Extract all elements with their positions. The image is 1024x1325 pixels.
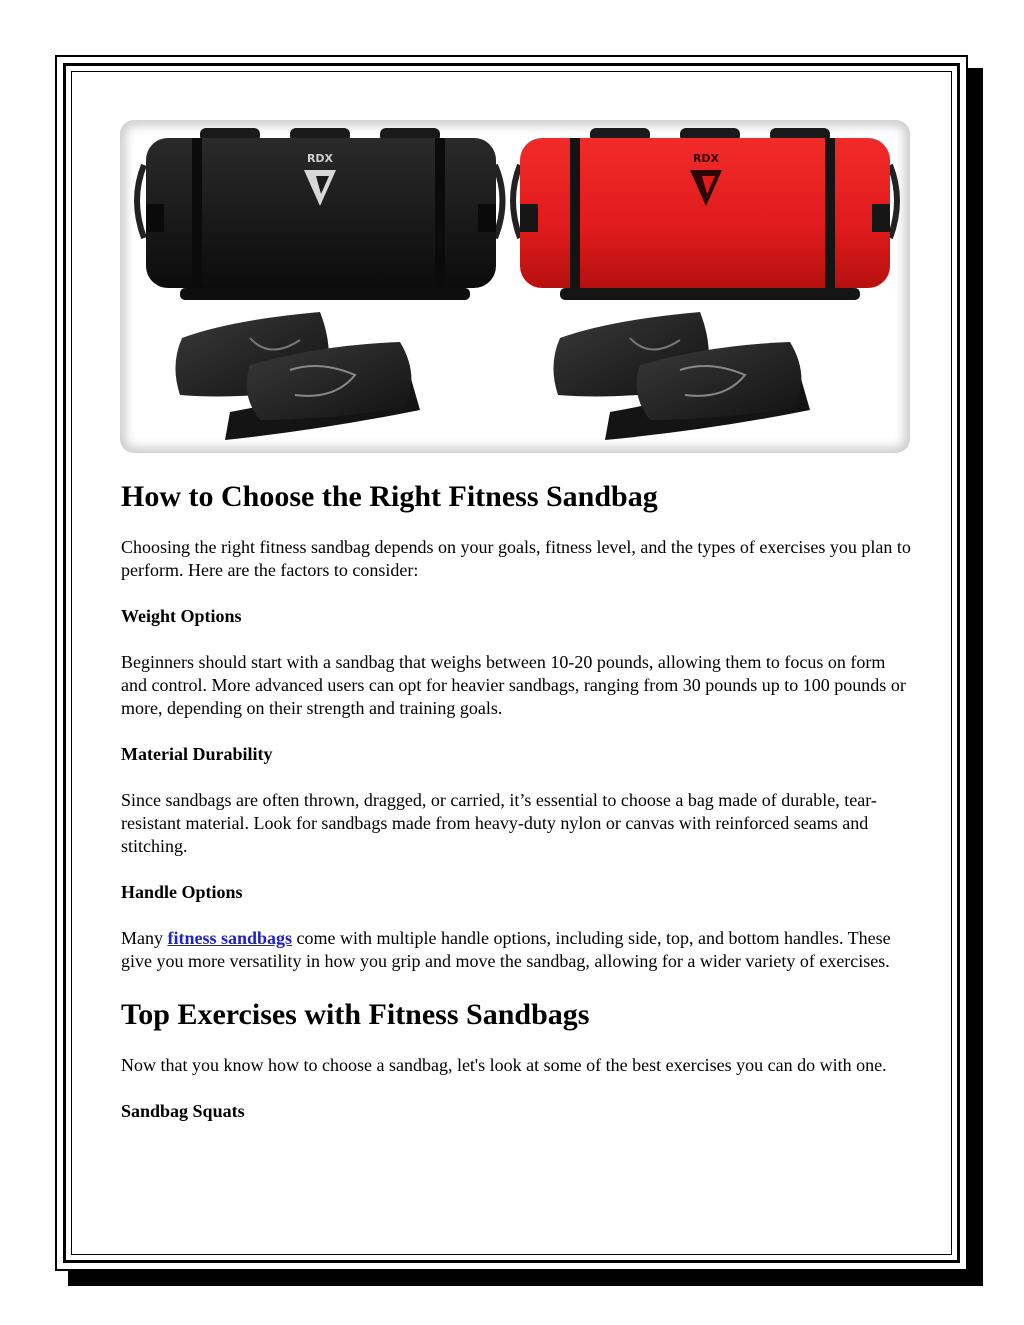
article-content bbox=[121, 470, 911, 1146]
svg-text:RDX: RDX bbox=[692, 152, 720, 165]
handle-text-suffix: come with multiple handle options, including side, top, and bottom handles. These give you more versatility in how you grip and move the sandbag, allowing for a wider variety of exercises. bbox=[121, 928, 891, 971]
subheading-sandbag-squats: Sandbag Squats bbox=[121, 1101, 245, 1121]
fitness-sandbags-link[interactable]: fitness sandbags bbox=[167, 928, 293, 948]
filler-bags-right bbox=[553, 312, 810, 440]
exercises-intro-paragraph: Now that you know how to choose a sandbag, let's look at some of the best exercises you can do with one. bbox=[121, 1055, 887, 1075]
subheading-material-durability: Material Durability bbox=[121, 744, 273, 764]
section-title-top-exercises: Top Exercises with Fitness Sandbags bbox=[121, 998, 590, 1031]
material-durability-paragraph: Since sandbags are often thrown, dragged, or carried, it’s essential to choose a bag made of durable, tear-resistant material. Look for sandbags made from heavy-duty nylon or canvas with reinforced seams and stitching. bbox=[121, 790, 877, 856]
subheading-weight-options: Weight Options bbox=[121, 606, 242, 626]
filler-bags-left bbox=[175, 312, 420, 440]
handle-text-prefix: Many bbox=[121, 928, 168, 948]
red-sandbag bbox=[513, 128, 897, 300]
handle-options-paragraph bbox=[121, 927, 911, 973]
section-title-choose-sandbag: How to Choose the Right Fitness Sandbag bbox=[121, 480, 658, 513]
intro-paragraph: Choosing the right fitness sandbag depends on your goals, fitness level, and the types of exercises you plan to perform. Here are the factors to consider: bbox=[121, 537, 911, 580]
subheading-handle-options: Handle Options bbox=[121, 882, 243, 902]
black-sandbag bbox=[137, 128, 503, 300]
weight-options-paragraph: Beginners should start with a sandbag that weighs between 10-20 pounds, allowing them to focus on form and control. More advanced users can opt for heavier sandbags, ranging from 30 pounds up to 100 pounds or more, depending on their strength and training goals. bbox=[121, 652, 906, 718]
sandbag-product-image bbox=[120, 120, 910, 453]
svg-text:RDX: RDX bbox=[306, 152, 334, 165]
